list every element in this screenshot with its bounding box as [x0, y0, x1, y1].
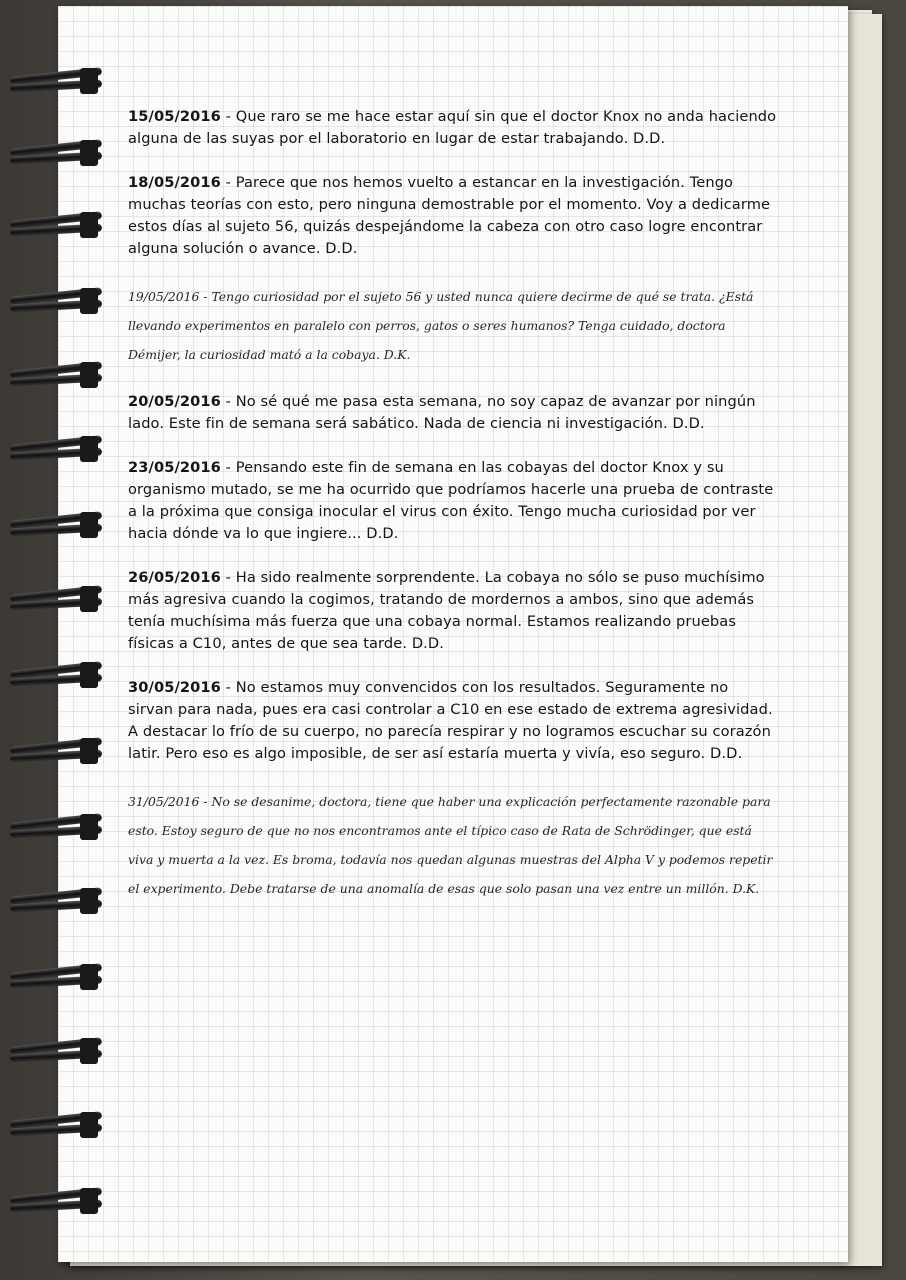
spiral-ring [10, 510, 106, 540]
spiral-binding [10, 0, 110, 1280]
spiral-ring [10, 962, 106, 992]
spiral-ring [10, 1036, 106, 1066]
spiral-ring [10, 434, 106, 464]
spiral-ring [10, 286, 106, 316]
entry-date: 15/05/2016 [128, 108, 221, 125]
entry-text: - Pensando este fin de semana en las cobayas del doctor Knox y su organismo mutado, se me ha ocurrido que podríamos hacerle una prueba de contraste a la próxima que consiga inocular el virus con éxito. Tengo mucha curiosidad por ver hacia dónde va lo que ingiere... D.D. [128, 459, 774, 542]
spiral-ring [10, 138, 106, 168]
spiral-ring [10, 210, 106, 240]
entry-text: - Que raro se me hace estar aquí sin que el doctor Knox no anda haciendo alguna de las suyas por el laboratorio en lugar de estar trabajando. D.D. [128, 108, 777, 147]
journal-entry [128, 172, 778, 260]
entry-text: - No estamos muy convencidos con los resultados. Seguramente no sirvan para nada, pues era casi controlar a C10 en ese estado de extrema agresividad. A destacar lo frío de su cuerpo, no parecía respirar y no logramos escuchar su corazón latir. Pero eso es algo imposible, de ser así estaría muerta y vivía, eso seguro. D.D. [128, 679, 773, 762]
entry-date: 31/05/2016 [128, 794, 200, 809]
spiral-ring [10, 1186, 106, 1216]
entry-date: 23/05/2016 [128, 459, 221, 476]
journal-entry [128, 787, 778, 903]
entry-text: - No se desanime, doctora, tiene que haber una explicación perfectamente razonable para esto. Estoy seguro de que no nos encontramos ante el típico caso de Rata de Schrödinger, que está viva y muerta a la vez. Es broma, todavía nos quedan algunas muestras del Alpha V y podemos repetir el experimento. Debe tratarse de una anomalía de esas que solo pasan una vez entre un millón. D.K. [128, 794, 773, 896]
journal-entries [128, 106, 778, 925]
spiral-ring [10, 660, 106, 690]
entry-text: - Tengo curiosidad por el sujeto 56 y usted nunca quiere decirme de qué se trata. ¿Está llevando experimentos en paralelo con perros, gatos o seres humanos? Tenga cuidado, doctora Démijer, la curiosidad mató a la cobaya. D.K. [128, 289, 754, 362]
entry-text: - Ha sido realmente sorprendente. La cobaya no sólo se puso muchísimo más agresiva cuando la cogimos, tratando de mordernos a ambos, sino que además tenía muchísima más fuerza que una cobaya normal. Estamos realizando pruebas físicas a C10, antes de que sea tarde. D.D. [128, 569, 765, 652]
entry-date: 20/05/2016 [128, 393, 221, 410]
entry-date: 26/05/2016 [128, 569, 221, 586]
spiral-ring [10, 736, 106, 766]
spiral-ring [10, 1110, 106, 1140]
entry-text: - No sé qué me pasa esta semana, no soy capaz de avanzar por ningún lado. Este fin de semana será sabático. Nada de ciencia ni investigación. D.D. [128, 393, 756, 432]
spiral-ring [10, 886, 106, 916]
spiral-ring [10, 360, 106, 390]
journal-entry [128, 106, 778, 150]
spiral-ring [10, 812, 106, 842]
journal-entry [128, 282, 778, 369]
journal-entry [128, 457, 778, 545]
entry-date: 30/05/2016 [128, 679, 221, 696]
entry-text: - Parece que nos hemos vuelto a estancar en la investigación. Tengo muchas teorías con esto, pero ninguna demostrable por el momento. Voy a dedicarme estos días al sujeto 56, quizás despejándome la cabeza con otro caso logre encontrar alguna solución o avance. D.D. [128, 174, 771, 257]
entry-date: 18/05/2016 [128, 174, 221, 191]
journal-entry [128, 391, 778, 435]
journal-entry [128, 567, 778, 655]
spiral-ring [10, 584, 106, 614]
journal-entry [128, 677, 778, 765]
entry-date: 19/05/2016 [128, 289, 200, 304]
spiral-ring [10, 66, 106, 96]
